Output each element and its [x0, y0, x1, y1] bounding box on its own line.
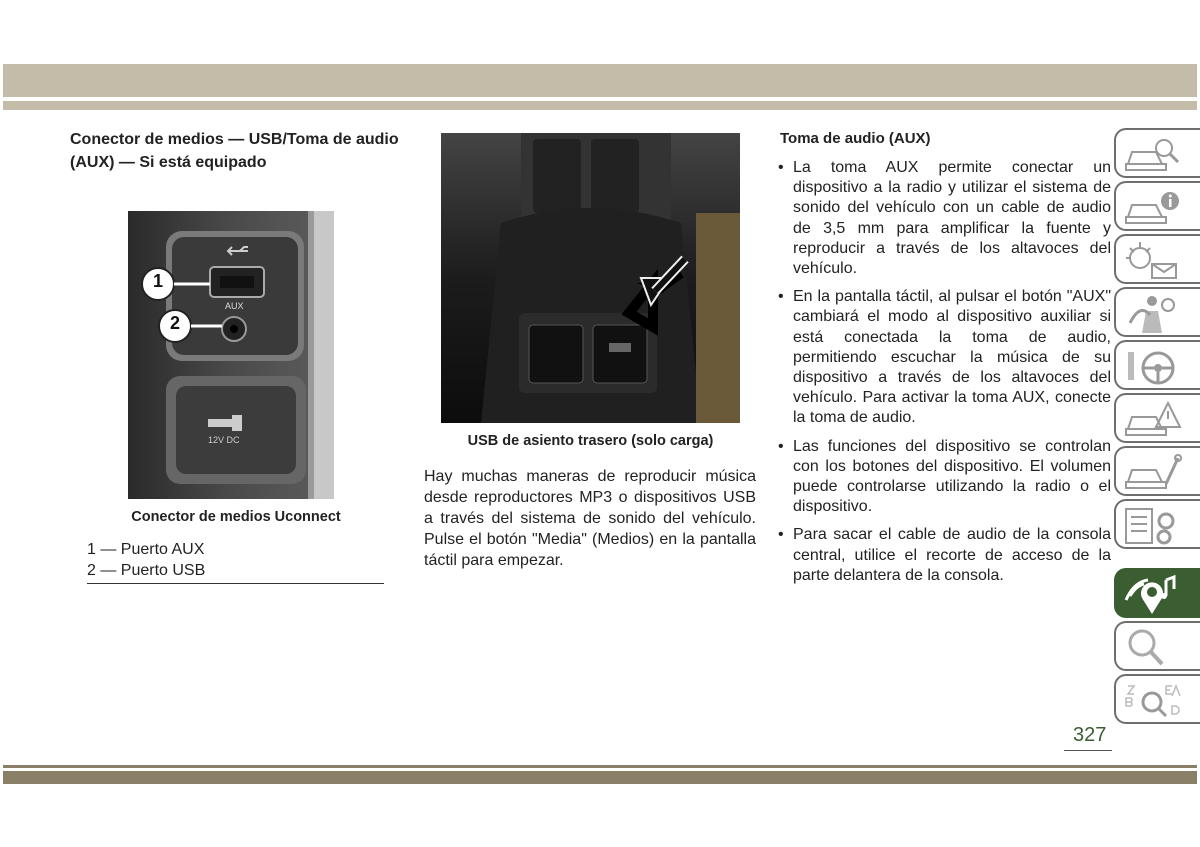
tab-car-info[interactable]	[1114, 181, 1200, 231]
tab-steering-wheel[interactable]	[1114, 340, 1200, 390]
tab-car-search[interactable]	[1114, 128, 1200, 178]
aux-label: AUX	[225, 301, 244, 311]
list-item	[778, 437, 1111, 518]
tab-warning-lights[interactable]	[1114, 234, 1200, 284]
tab-specifications[interactable]	[1114, 499, 1200, 549]
bullet-text: Para sacar el cable de audio de la consola central, utilice el recorte de acceso de la parte delantera de la consola.	[793, 526, 1111, 584]
footer-rule	[3, 765, 1197, 768]
aux-bullet-list	[778, 158, 1111, 594]
page-number-rule	[1064, 750, 1112, 751]
tab-car-hazard[interactable]	[1114, 393, 1200, 443]
steering-wheel-icon	[1122, 346, 1182, 388]
bullet-text: La toma AUX permite conectar un dispositivo a la radio y utilizar el sistema de sonido del vehículo con un cable de audio de 3,5 mm para amplificar la fuente y reproducir a través de los altavoces del vehículo.	[793, 159, 1111, 278]
index-search-icon	[1122, 627, 1182, 669]
bullet-marker: •	[778, 288, 784, 306]
list-item	[778, 158, 1111, 279]
bullet-marker: •	[778, 526, 784, 544]
callout-1: 1	[152, 271, 163, 291]
aux-section-title: Toma de audio (AUX)	[780, 130, 931, 147]
header-band	[3, 64, 1197, 97]
page-number: 327	[1073, 724, 1107, 746]
uconnect-media-photo	[128, 211, 334, 499]
alphabet-index-icon	[1122, 680, 1182, 722]
tab-index-search[interactable]	[1114, 621, 1200, 671]
header-rule	[3, 101, 1197, 110]
legend-item-usb: 2 — Puerto USB	[87, 561, 206, 579]
car-hazard-icon	[1122, 399, 1182, 441]
car-info-icon	[1122, 187, 1182, 229]
bullet-marker: •	[778, 159, 784, 176]
airbag-seat-icon	[1122, 293, 1182, 335]
tab-car-service[interactable]	[1114, 446, 1200, 496]
bullet-marker: •	[778, 437, 784, 455]
figure1-caption: Conector de medios Uconnect	[131, 509, 341, 525]
tab-airbag-seat[interactable]	[1114, 287, 1200, 337]
car-service-icon	[1122, 452, 1182, 494]
multimedia-icon	[1122, 574, 1182, 616]
footer-band	[3, 771, 1197, 784]
figure2-caption: USB de asiento trasero (solo carga)	[467, 433, 714, 449]
section-title: Conector de medios — USB/Toma de audio (AUX) — Si está equipado	[70, 131, 399, 171]
media-intro-paragraph: Hay muchas maneras de reproducir música desde reproductores MP3 o dispositivos USB a través del sistema de sonido del vehículo. Pulse el botón "Media" (Medios) en la pantalla táctil para empezar.	[424, 468, 756, 569]
tab-alphabet-index[interactable]	[1114, 674, 1200, 724]
list-item	[778, 287, 1111, 428]
specifications-gear-icon	[1122, 505, 1182, 547]
callout-2: 2	[169, 313, 180, 333]
legend-item-aux: 1 — Puerto AUX	[87, 541, 205, 558]
legend-rule	[87, 583, 384, 584]
car-search-icon	[1122, 134, 1182, 176]
bullet-text: En la pantalla táctil, al pulsar el botón "AUX" cambiará el modo al dispositivo auxiliar si está conectada la toma de audio, permitiendo escuchar la música de su dispositivo a través de los altavoces del vehículo. Para activar la toma AUX, conecte la toma de audio.	[793, 288, 1111, 427]
tab-multimedia[interactable]	[1114, 568, 1200, 618]
port-legend	[87, 540, 383, 581]
list-item	[778, 525, 1111, 586]
warning-lights-icon	[1122, 240, 1182, 282]
rear-usb-photo	[441, 133, 740, 423]
bullet-text: Las funciones del dispositivo se controlan con los botones del dispositivo. El volumen puede controlarse utilizando la radio o el dispositivo.	[793, 437, 1111, 516]
12v-label: 12V DC	[208, 435, 240, 445]
